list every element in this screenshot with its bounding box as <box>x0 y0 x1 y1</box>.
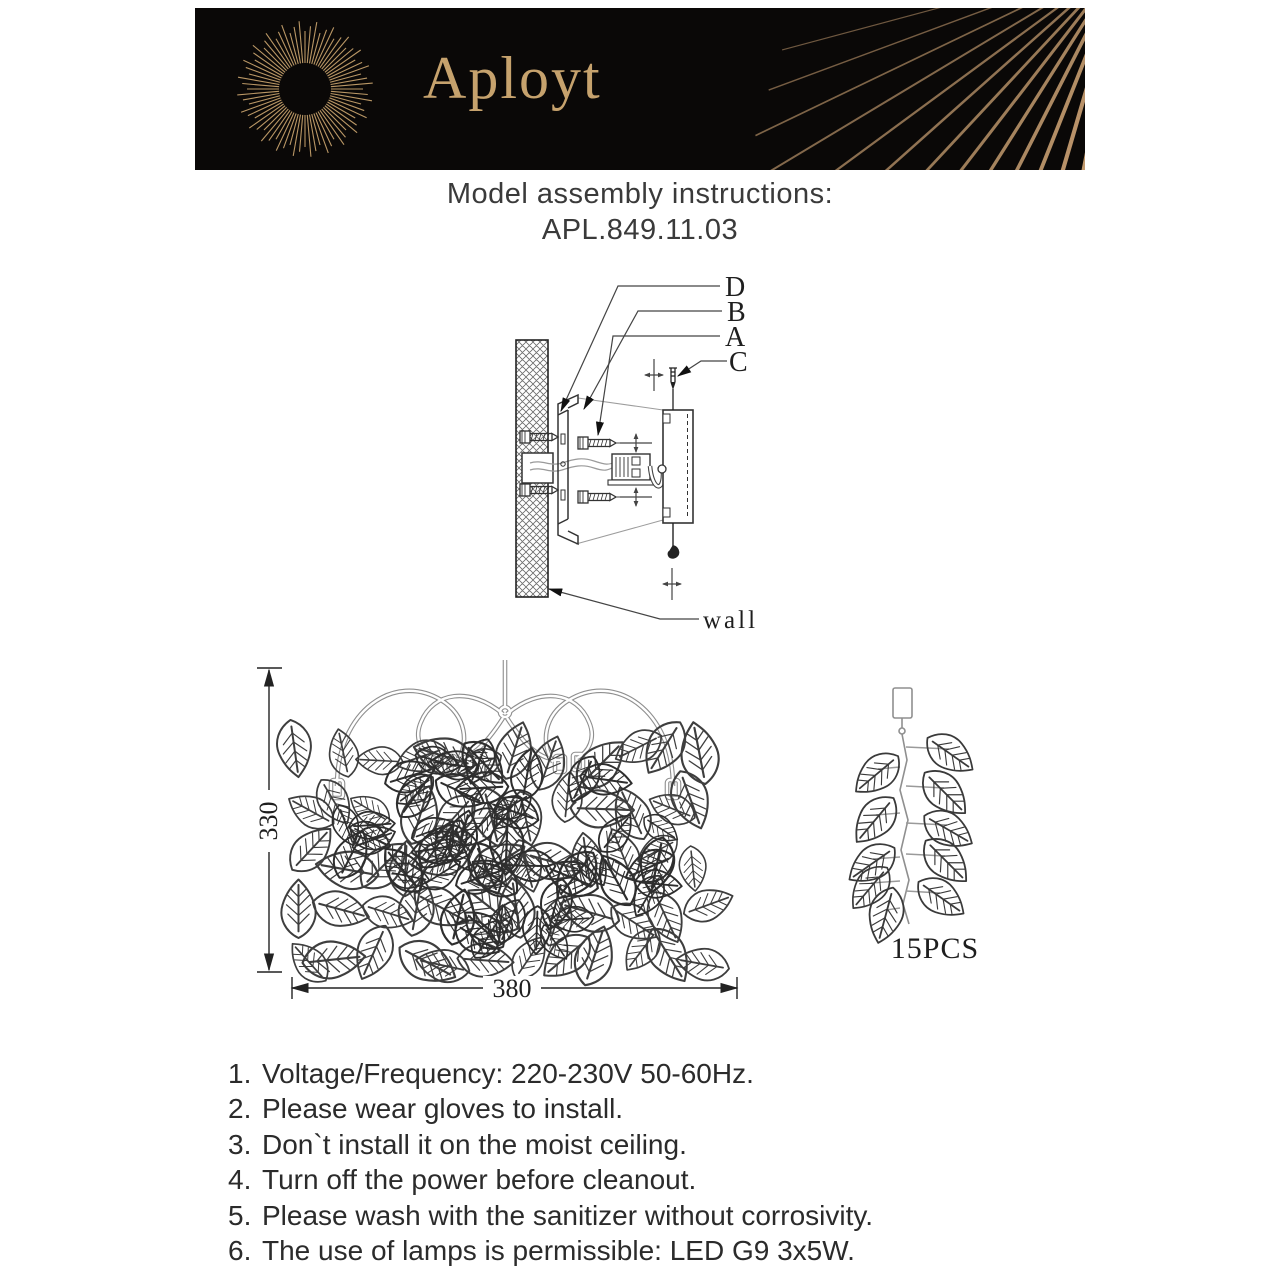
bracket-screw-icon <box>578 491 616 503</box>
width-value: 380 <box>492 974 532 1003</box>
top-screw-icon <box>669 368 677 410</box>
assembly-diagram <box>470 258 810 643</box>
item-number: 3. <box>228 1128 252 1160</box>
bottom-hook-icon <box>668 523 678 558</box>
title-block <box>0 176 1280 248</box>
label-a: A <box>725 322 746 353</box>
label-b: B <box>727 297 746 328</box>
axis-marker-icon <box>620 487 652 507</box>
axis-marker-icon <box>662 568 682 600</box>
leader-lines <box>549 286 727 619</box>
item-text: Voltage/Frequency: 220-230V 50-60Hz. <box>262 1058 754 1089</box>
list-item <box>228 1162 1058 1197</box>
item-text: Please wash with the sanitizer without corrosivity. <box>262 1199 874 1231</box>
strand-leaves <box>845 725 982 947</box>
axis-marker-icon <box>620 433 652 453</box>
sunburst-logo-icon <box>237 21 372 156</box>
label-wall: wall <box>703 607 759 634</box>
mounting-bracket <box>558 395 578 544</box>
terminal-block <box>608 454 654 485</box>
height-value: 330 <box>254 801 283 841</box>
lamp-dimension-drawing <box>245 648 760 1020</box>
list-item <box>228 1056 1058 1091</box>
list-item <box>228 1233 1058 1268</box>
junction-box <box>522 453 616 483</box>
item-number: 5. <box>228 1199 252 1231</box>
model-number: APL.849.11.03 <box>541 214 739 246</box>
page-title: Model assembly instructions: <box>446 178 834 210</box>
item-text: The use of lamps is permissible: LED G9 3x5W. <box>262 1234 855 1266</box>
list-item <box>228 1198 1058 1233</box>
list-item <box>228 1127 1058 1162</box>
strand-count: 15PCS <box>890 932 980 965</box>
item-text: Please wear gloves to install. <box>262 1093 624 1125</box>
item-number: 1. <box>228 1058 252 1089</box>
item-text: Turn off the power before cleanout. <box>262 1164 697 1196</box>
label-c: C <box>729 347 748 378</box>
lamp-back-plate <box>658 410 693 523</box>
brand-banner <box>195 8 1085 170</box>
corner-rays-icon <box>195 8 1085 170</box>
list-item <box>228 1091 1058 1126</box>
item-text: Don`t install it on the moist ceiling. <box>262 1128 687 1160</box>
banner-decor <box>195 8 1085 170</box>
item-number: 6. <box>228 1234 252 1266</box>
axis-marker-icon <box>644 359 664 391</box>
instruction-list <box>228 1056 1058 1268</box>
brand-name: Aployt <box>423 45 602 111</box>
item-number: 2. <box>228 1093 252 1125</box>
label-d: D <box>725 272 746 303</box>
item-number: 4. <box>228 1164 252 1196</box>
leaf-strand-detail <box>845 678 1010 970</box>
bracket-screw-icon <box>578 437 616 449</box>
